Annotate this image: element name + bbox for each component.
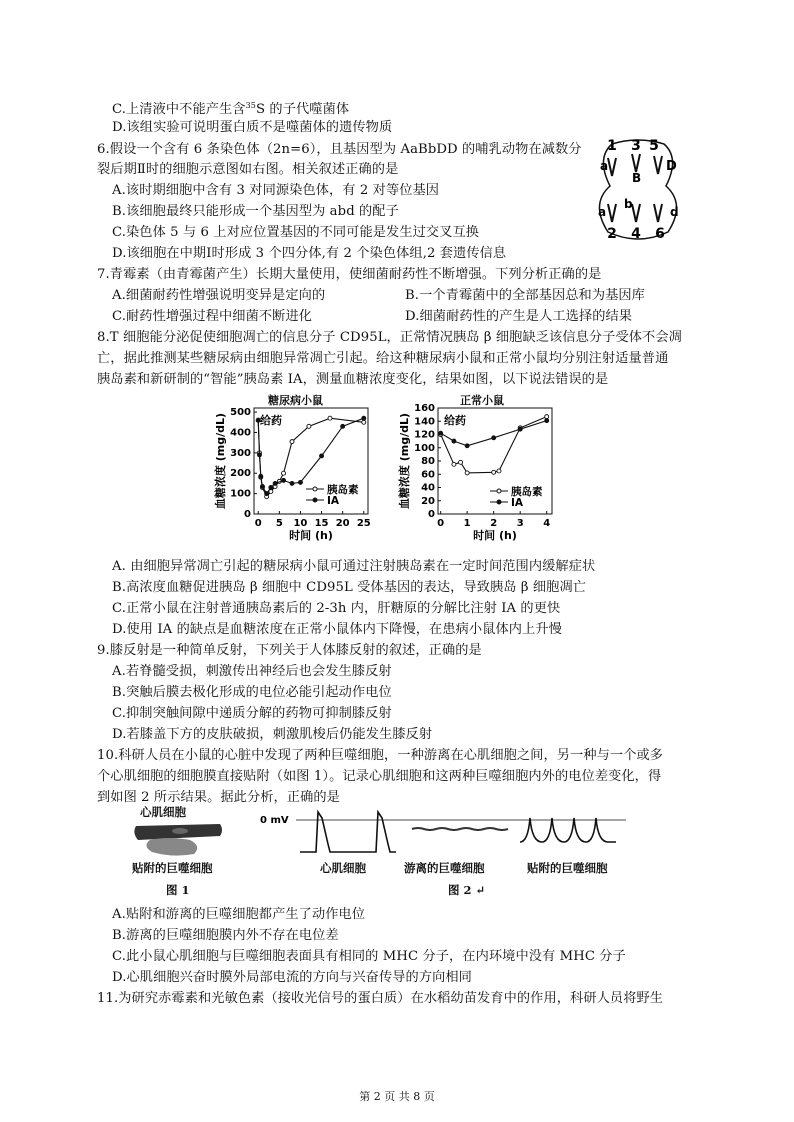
trace-label-attached-macrophage: 贴附的巨噬细胞 [527, 861, 608, 875]
q6-option-d: D.该细胞在中期Ⅰ时形成 3 个四分体,有 2 个染色体组,2 套遗传信息 [112, 246, 507, 261]
chart1-title: 糖尿病小鼠 [268, 394, 323, 407]
legend-marker [313, 498, 317, 502]
data-point [545, 415, 549, 419]
fig1-title: 心肌细胞 [140, 805, 186, 819]
x-tick-label: 5 [275, 518, 283, 529]
dosing-annotation: 给药 [260, 414, 282, 427]
x-tick-label: 15 [314, 518, 329, 529]
q9-option-b: B.突触后膜去极化形成的电位必能引起动作电位 [112, 685, 392, 700]
q8-option-c: C.正常小鼠在注射普通胰岛素后的 2-3h 内，肝糖原的分解比注射 IA 的更快 [112, 601, 561, 616]
data-point [260, 484, 264, 488]
q10-stem-line2: 个心肌细胞的细胞膜直接贴附（如图 1）。记录心肌细胞和这两种巨噬细胞内外的电位差变化，得 [97, 769, 662, 784]
legend-marker [497, 489, 501, 493]
x-tick-label: 1 [463, 518, 471, 529]
q9-option-d: D.若膝盖下方的皮肤破损，刺激肌梭后仍能发生膝反射 [112, 727, 433, 742]
y-tick-label: 300 [230, 447, 251, 459]
q8-option-b: B.高浓度血糖促进胰岛 β 细胞中 CD95L 受体基因的表达，导致胰岛 β 细胞凋亡 [112, 580, 587, 595]
x-tick-label: 10 [293, 518, 308, 529]
gene-label-B: B [632, 171, 642, 185]
fig1-caption: 图 1 [166, 883, 190, 897]
data-point [459, 460, 463, 464]
chromosome-label-6: 6 [655, 226, 665, 242]
data-point [282, 471, 286, 475]
attached-macrophage-trace [520, 818, 616, 842]
q9-stem: 9.膝反射是一种简单反射，下列关于人体膝反射的叙述，正确的是 [97, 643, 482, 658]
q7-option-c: C.耐药性增强过程中细菌不断进化 [112, 309, 313, 324]
y-tick-label: 60 [421, 469, 435, 481]
q6-option-a: A.该时期细胞中含有 3 对同源染色体，有 2 对等位基因 [112, 183, 440, 198]
q8-option-a: A. 由细胞异常凋亡引起的糖尿病小鼠可通过注射胰岛素在一定时间范围内缓解症状 [112, 559, 596, 574]
data-point [269, 486, 273, 490]
gene-label-d: d [670, 205, 679, 219]
fig2-caption: 图 2 ↵ [448, 883, 486, 897]
y-tick-label: 80 [421, 456, 435, 467]
trace-label-free-macrophage: 游离的巨噬细胞 [404, 861, 485, 875]
data-point [545, 419, 549, 423]
q8-stem-line3: 胰岛素和新研制的“智能”胰岛素 IA，测量血糖浓度变化，结果如图，以下说法错误的是 [97, 372, 609, 387]
cell-diagram [588, 136, 688, 246]
data-point [307, 424, 311, 428]
data-point [298, 480, 302, 484]
y-tick-label: 160 [414, 403, 435, 414]
data-point [320, 454, 324, 458]
x-tick-label: 0 [254, 518, 262, 529]
data-point [518, 427, 522, 431]
q6-stem-line2: 裂后期Ⅱ时的细胞示意图如右图。相关叙述正确的是 [97, 162, 399, 177]
q7-option-b: B.一个青霉菌中的全部基因总和为基因库 [405, 288, 645, 303]
data-point [492, 436, 496, 440]
dosing-annotation: 给药 [444, 414, 466, 427]
data-point [452, 462, 456, 466]
legend-label: IA [327, 495, 340, 507]
y-axis-label: 血糖浓度 (mg/dL) [398, 412, 411, 510]
fig1-sub: 贴附的巨噬细胞 [132, 861, 213, 875]
trace-label-cardiomyocyte: 心肌细胞 [320, 861, 366, 875]
data-point [257, 453, 261, 457]
free-macrophage-trace [412, 828, 508, 830]
data-point [497, 469, 501, 473]
data-point [282, 478, 286, 482]
data-point [492, 470, 496, 474]
q9-option-c: C.抑制突触间隙中递质分解的药物可抑制膝反射 [112, 706, 392, 721]
q7-option-d: D.细菌耐药性的产生是人工选择的结果 [405, 309, 633, 324]
legend-label: IA [511, 497, 524, 509]
q8-stem-line1: 8.T 细胞能分泌促使细胞凋亡的信息分子 CD95L，正常情况胰岛 β 细胞缺乏该信息分子受体不会凋 [97, 330, 682, 345]
x-axis-label: 时间 (h) [473, 529, 517, 542]
gene-label-b: b [624, 197, 633, 211]
q5-option-d: D.该组实验可说明蛋白质不是噬菌体的遗传物质 [112, 120, 393, 135]
chromosome-label-4: 4 [631, 226, 641, 242]
data-point [362, 416, 366, 420]
gene-label-a-top: a [600, 159, 609, 173]
q6-option-c: C.染色体 5 与 6 上对应位置基因的不同可能是发生过交叉互换 [112, 225, 480, 240]
data-point [259, 474, 263, 478]
data-point [465, 471, 469, 475]
chart2-title: 正常小鼠 [460, 394, 504, 407]
y-tick-label: 200 [230, 468, 251, 480]
data-point [362, 420, 366, 424]
q10-option-d: D.心肌细胞兴奋时膜外局部电流的方向与兴奋传导的方向相同 [112, 970, 472, 985]
q6-option-b: B.该细胞最终只能形成一个基因型为 abd 的配子 [112, 204, 399, 219]
data-point [452, 439, 456, 443]
data-point [290, 440, 294, 444]
q5-option-c: C.上清液中不能产生含$^{35}$S 的子代噬菌体 [112, 101, 350, 117]
y-tick-label: 20 [421, 495, 435, 507]
data-point [273, 481, 277, 485]
q9-option-a: A.若脊髓受损，刺激传出神经后也会发生膝反射 [112, 664, 392, 679]
chromosome-label-1: 1 [607, 138, 617, 154]
gene-label-a-bottom: a [598, 205, 607, 219]
legend-label: 胰岛素 [327, 484, 359, 496]
zero-mv-label: 0 mV [260, 815, 289, 826]
q10-option-a: A.贴附和游离的巨噬细胞都产生了动作电位 [112, 907, 366, 922]
y-tick-label: 120 [414, 429, 435, 441]
q10-option-b: B.游离的巨噬细胞膜内外不存在电位差 [112, 928, 339, 943]
q7-option-a: A.细菌耐药性增强说明变异是定向的 [112, 288, 326, 303]
y-tick-label: 100 [230, 488, 251, 500]
q11-stem-line1: 11.为研究赤霉素和光敏色素（接收光信号的蛋白质）在水稻幼苗发育中的作用，科研人员将野生 [97, 991, 664, 1006]
data-point [328, 416, 332, 420]
q8-stem-line2: 亡，据此推测某些糖尿病由细胞异常凋亡引起。给这种糖尿病小鼠和正常小鼠均分别注射适量普通 [97, 351, 669, 366]
normal-mouse-chart [392, 402, 562, 554]
x-tick-label: 25 [356, 518, 371, 529]
cardiomyocyte-trace [300, 812, 396, 852]
chromosome-label-5: 5 [649, 138, 659, 154]
y-tick-label: 100 [414, 442, 435, 454]
diabetic-mouse-chart [208, 402, 378, 554]
q10-stem-line3: 到如图 2 所示结果。据此分析，正确的是 [97, 790, 340, 805]
x-tick-label: 2 [490, 518, 498, 529]
fig1-cell-image [128, 820, 228, 860]
legend-marker [497, 500, 501, 504]
q6-stem-line1: 6.假设一个含有 6 条染色体（2n=6），且基因型为 AaBbDD 的哺乳动物在减数分 [97, 142, 582, 157]
x-axis-label: 时间 (h) [289, 529, 333, 542]
y-tick-label: 0 [428, 509, 435, 520]
q10-stem-line1: 10.科研人员在小鼠的心脏中发现了两种巨噬细胞，一种游离在心肌细胞之间，另一种与一个或多 [97, 748, 664, 763]
y-tick-label: 400 [230, 427, 251, 439]
q8-option-d: D.使用 IA 的缺点是血糖浓度在正常小鼠体内下降慢，在患病小鼠体内上升慢 [112, 622, 562, 637]
data-point [341, 424, 345, 428]
data-point [465, 444, 469, 448]
y-axis-label: 血糖浓度 (mg/dL) [214, 412, 227, 510]
y-tick-label: 500 [230, 407, 251, 419]
chromosome-label-2: 2 [607, 226, 617, 242]
y-tick-label: 140 [414, 416, 435, 428]
q7-stem: 7.青霉素（由青霉菌产生）长期大量使用，使细菌耐药性不断增强。下列分析正确的是 [97, 267, 602, 282]
x-tick-label: 4 [543, 518, 551, 529]
legend-marker [313, 487, 317, 491]
y-tick-label: 40 [421, 482, 435, 494]
x-tick-label: 3 [516, 518, 524, 529]
legend-label: 胰岛素 [511, 486, 543, 498]
data-point [290, 481, 294, 485]
data-point [265, 492, 269, 496]
gene-label-D: D [666, 159, 677, 174]
data-point [256, 418, 260, 422]
fig2-traces [256, 808, 636, 858]
y-tick-label: 0 [244, 509, 251, 520]
x-tick-label: 0 [437, 518, 445, 529]
x-tick-label: 20 [335, 518, 350, 529]
data-point [439, 431, 443, 435]
page-footer: 第 2 页 共 8 页 [359, 1090, 435, 1103]
chromosome-label-3: 3 [631, 138, 641, 154]
q10-option-c: C.此小鼠心肌细胞与巨噬细胞表面具有相同的 MHC 分子，在内环境中没有 MHC 分子 [112, 949, 626, 964]
